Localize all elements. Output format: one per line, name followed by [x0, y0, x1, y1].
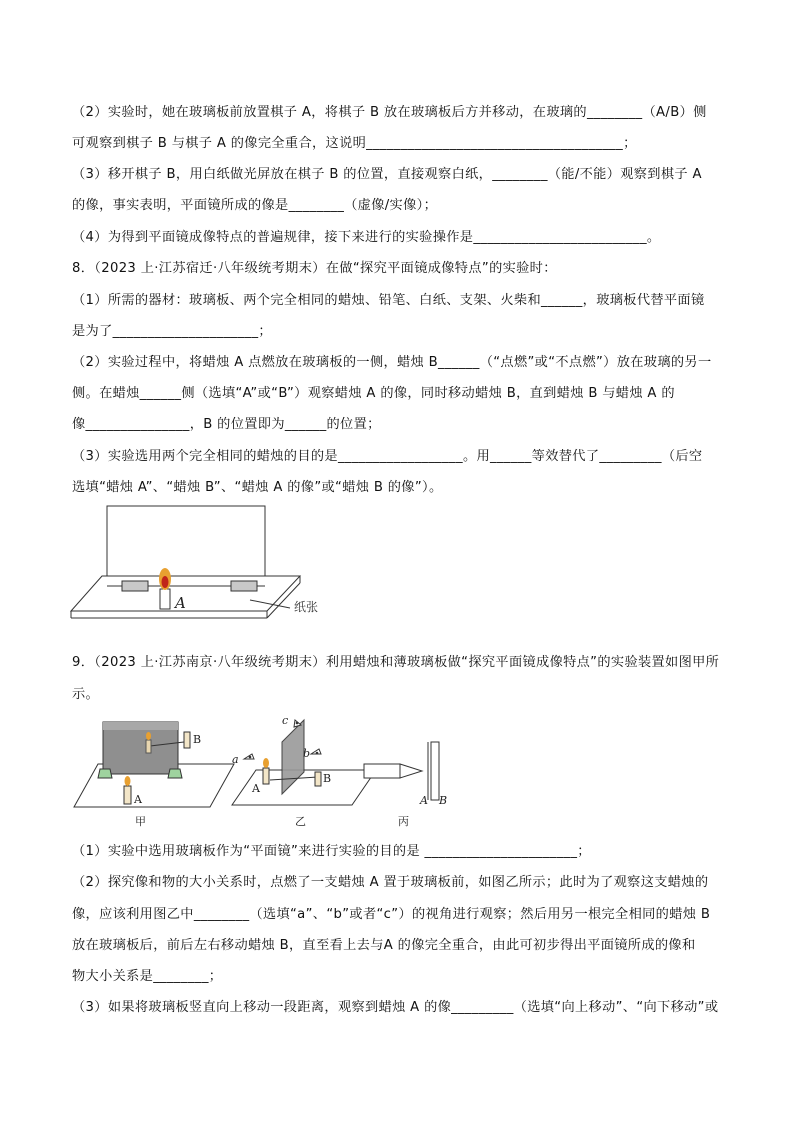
support-left — [122, 581, 148, 591]
q7-3-line1: （3）移开棋子 B，用白纸做光屏放在棋子 B 的位置，直接观察白纸，________（能/不能）观察到棋子 A — [72, 167, 702, 182]
candle — [160, 589, 170, 609]
yi-eye-b: b — [303, 747, 311, 760]
yi-caption: 乙 — [295, 815, 306, 828]
q7-2-line2: 可观察到棋子 B 与棋子 A 的像完全重合，这说明_____________________________________； — [72, 136, 637, 151]
paper-label: 纸张 — [294, 600, 319, 614]
q7-3-line2: 的像，事实表明，平面镜所成的像是________（虚像/实像）； — [72, 198, 438, 213]
q8-2-line1: （2）实验过程中，将蜡烛 A 点燃放在玻璃板的一侧，蜡烛 B______（“点燃”或“不点燃”）放在玻璃的另一 — [72, 355, 712, 370]
q9-2-line2: 像，应该利用图乙中________（选填“a”、“b”或者“c”）的视角进行观察；然后用另一根完全相同的蜡烛 B — [72, 907, 711, 922]
figure-bing — [364, 742, 447, 828]
jia-label-b: B — [193, 733, 202, 746]
q8-3-line1: （3）实验选用两个完全相同的蜡烛的目的是__________________。用______等效替代了_________（后空 — [72, 449, 703, 464]
q8-2-line2: 侧。在蜡烛______侧（选填“A”或“B”）观察蜡烛 A 的像，同时移动蜡烛 B，直到蜡烛 B 与蜡烛 A 的 — [72, 386, 675, 401]
bing-label-a: A — [420, 794, 428, 807]
q8-3-line2: 选填“蜡烛 A”、“蜡烛 B”、“蜡烛 A 的像”或“蜡烛 B 的像”）。 — [72, 480, 443, 495]
q9-3-line1: （3）如果将玻璃板竖直向上移动一段距离，观察到蜡烛 A 的像_________（选填“向上移动”、“向下移动”或 — [72, 1000, 719, 1015]
jia-label-a: A — [134, 793, 142, 806]
q9-2-line4: 物大小关系是________； — [72, 969, 223, 984]
q8-1-line2: 是为了_____________________； — [72, 324, 272, 339]
yi-label-b: B — [323, 772, 332, 785]
q9-header-line1: 9．（2023 上·江苏南京·八年级统考期末）利用蜡烛和薄玻璃板做“探究平面镜成像特点”的实验装置如图甲所 — [72, 655, 720, 670]
q9-figure — [70, 712, 470, 830]
figure-jia — [74, 722, 234, 828]
q9-header-line2: 示。 — [72, 687, 100, 702]
q9-1-line: （1）实验中选用玻璃板作为“平面镜”来进行实验的目的是 ______________________； — [72, 844, 591, 859]
figure-yi — [232, 714, 376, 828]
bing-label-b: B — [439, 794, 448, 807]
candle-label-a: A — [175, 594, 186, 612]
yi-eye-a: a — [232, 753, 239, 766]
q8-figure — [68, 503, 338, 623]
q8-header: 8．（2023 上·江苏宿迁·八年级统考期末）在做“探究平面镜成像特点”的实验时： — [72, 261, 557, 276]
jia-caption: 甲 — [135, 815, 146, 828]
yi-eye-c: c — [282, 714, 289, 727]
glass-plate — [107, 506, 265, 586]
support-right — [231, 581, 257, 591]
yi-label-a: A — [252, 782, 260, 795]
q8-1-line1: （1）所需的器材：玻璃板、两个完全相同的蜡烛、铅笔、白纸、支架、火柴和______，玻璃板代替平面镜 — [72, 293, 705, 308]
q9-2-line3: 放在玻璃板后，前后左右移动蜡烛 B，直至看上去与A 的像完全重合，由此可初步得出平面镜所成的像和 — [72, 938, 696, 953]
q7-4-line: （4）为得到平面镜成像特点的普遍规律，接下来进行的实验操作是_________________________。 — [72, 230, 661, 245]
q7-2-line1: （2）实验时，她在玻璃板前放置棋子 A，将棋子 B 放在玻璃板后方并移动，在玻璃的________（A/B）侧 — [72, 105, 707, 120]
q9-2-line1: （2）探究像和物的大小关系时，点燃了一支蜡烛 A 置于玻璃板前，如图乙所示；此时为了观察这支蜡烛的 — [72, 875, 709, 890]
q8-2-line3: 像_______________，B 的位置即为______的位置； — [72, 417, 381, 432]
bing-caption: 丙 — [398, 815, 409, 828]
